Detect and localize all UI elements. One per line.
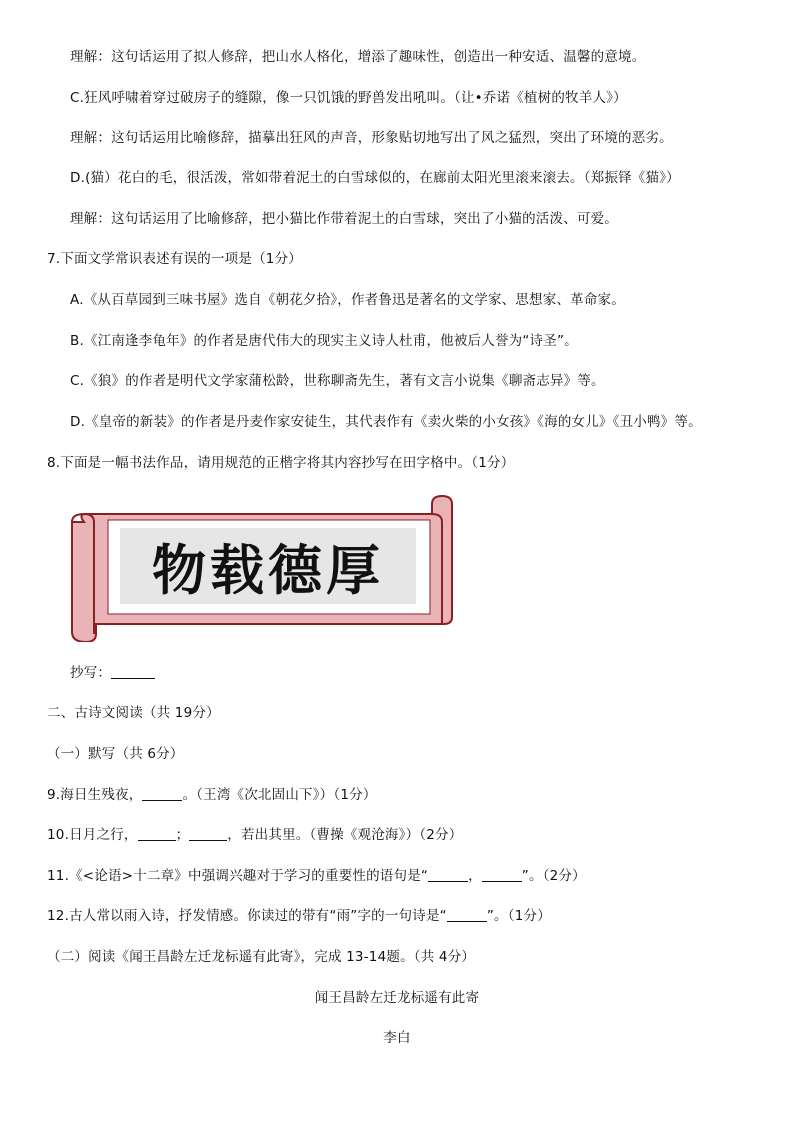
copy-line xyxy=(70,664,155,682)
q11-blank-2[interactable] xyxy=(482,867,522,882)
question-7: 7.下面文学常识表述有误的一项是（1分） xyxy=(47,251,302,267)
q11-text-c: ”。（2分） xyxy=(521,868,586,884)
subsection-2-heading: （二）阅读《闻王昌龄左迁龙标遥有此寄》，完成 13-14题。（共 4分） xyxy=(47,949,476,965)
q7-option-d: D.《皇帝的新装》的作者是丹麦作家安徒生，其代表作有《卖火柴的小女孩》《海的女儿》《丑小鸭》等。 xyxy=(70,414,702,430)
q7-option-b: B.《江南逢李龟年》的作者是唐代伟大的现实主义诗人杜甫，他被后人誉为“诗圣”。 xyxy=(70,333,578,349)
q12-text-b: ”。（1分） xyxy=(486,908,551,924)
question-9 xyxy=(47,786,377,804)
option-c-sentence: C.狂风呼啸着穿过破房子的缝隙，像一只饥饿的野兽发出吼叫。（让•乔诺《植树的牧羊人》） xyxy=(70,90,627,106)
q12-text-a: 12.古人常以雨入诗，抒发情感。你读过的带有“雨”字的一句诗是“ xyxy=(47,908,447,924)
calligraphy-text: 物载德厚 xyxy=(120,528,416,604)
q11-blank-1[interactable] xyxy=(428,867,468,882)
q12-blank[interactable] xyxy=(447,907,487,922)
q11-text-b: ， xyxy=(468,868,482,884)
q10-text-a: 10.日月之行， xyxy=(47,827,138,843)
section-2-heading: 二、古诗文阅读（共 19分） xyxy=(47,705,220,721)
question-12 xyxy=(47,907,551,925)
poem-title: 闻王昌龄左迁龙标遥有此寄 xyxy=(314,990,480,1006)
subsection-1-heading: （一）默写（共 6分） xyxy=(47,746,184,762)
q11-text-a: 11.《<论语>十二章》中强调兴趣对于学习的重要性的语句是“ xyxy=(47,868,429,884)
poem-author: 李白 xyxy=(383,1030,411,1046)
option-d-sentence: D.(猫）花白的毛，很活泼，常如带着泥土的白雪球似的，在廊前太阳光里滚来滚去。（郑振铎《猫》） xyxy=(70,170,680,186)
question-10 xyxy=(47,826,462,844)
question-11 xyxy=(47,867,586,885)
line-understanding-c: 理解：这句话运用比喻修辞，描摹出狂风的声音，形象贴切地写出了风之猛烈，突出了环境的恶劣。 xyxy=(70,130,673,146)
q7-option-a: A.《从百草园到三味书屋》选自《朝花夕拾》，作者鲁迅是著名的文学家、思想家、革命家。 xyxy=(70,292,625,308)
copy-label: 抄写： xyxy=(70,665,112,681)
question-8: 8.下面是一幅书法作品，请用规范的正楷字将其内容抄写在田字格中。（1分） xyxy=(47,455,515,471)
q9-text-b: 。（王湾《次北固山下》）（1分） xyxy=(182,787,377,803)
line-understanding-d: 理解：这句话运用了比喻修辞，把小猫比作带着泥土的白雪球，突出了小猫的活泼、可爱。 xyxy=(70,211,618,227)
line-understanding-1: 理解：这句话运用了拟人修辞，把山水人格化，增添了趣味性，创造出一种安适、温馨的意境。 xyxy=(70,49,646,65)
q10-blank-1[interactable] xyxy=(138,826,176,841)
q9-blank[interactable] xyxy=(142,786,182,801)
q10-text-b: ； xyxy=(175,827,190,843)
q10-text-c: ，若出其里。（曹操《观沧海》）（2分） xyxy=(227,827,463,843)
q9-text-a: 9.海日生残夜， xyxy=(47,787,143,803)
copy-answer-blank[interactable] xyxy=(111,664,155,679)
q7-option-c: C.《狼》的作者是明代文学家蒲松龄，世称聊斋先生，著有文言小说集《聊斋志异》等。 xyxy=(70,373,605,389)
q10-blank-2[interactable] xyxy=(189,826,227,841)
